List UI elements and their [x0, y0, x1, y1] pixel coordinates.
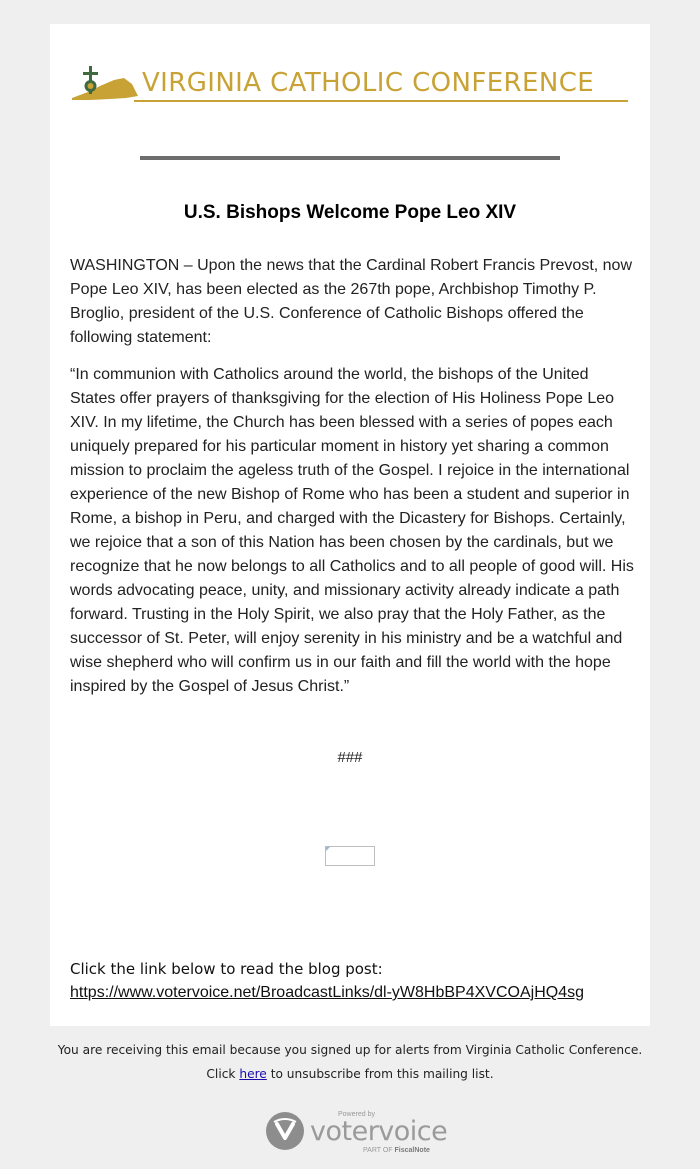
votervoice-wordmark: votervoice	[310, 1116, 448, 1147]
logo-underline	[134, 100, 628, 102]
footer-notice: You are receiving this email because you signed up for alerts from Virginia Catholic Conference.	[57, 1043, 643, 1057]
unsubscribe-prefix: Click	[206, 1067, 236, 1081]
broken-image-icon	[325, 846, 375, 866]
blog-post-link[interactable]: https://www.votervoice.net/BroadcastLinks/dl-yW8HbBP4XVCOAjHQ4sg	[70, 984, 584, 1001]
unsubscribe-link[interactable]: here	[239, 1067, 267, 1081]
unsubscribe-suffix: to unsubscribe from this mailing list.	[270, 1067, 494, 1081]
fiscalnote-label: FiscalNote	[394, 1147, 430, 1154]
email-card	[50, 24, 650, 1026]
footer-unsubscribe	[0, 1067, 700, 1081]
part-of-prefix: PART OF	[363, 1147, 393, 1154]
end-marks: ###	[337, 749, 363, 766]
votervoice-logo[interactable]	[262, 1107, 448, 1157]
virginia-map-icon	[70, 62, 140, 106]
article-title: U.S. Bishops Welcome Pope Leo XIV	[183, 202, 517, 223]
statement-paragraph: “In communion with Catholics around the world, the bishops of the United States offer prayers of thanksgiving for the election of His Holiness Pope Leo XIV. In my lifetime, the Church has been blessed with a series of popes each uniquely prepared for his particular moment in history yet sharing a common mission to proclaim the ageless truth of the Gospel. I rejoice in the international experience of the new Bishop of Rome who has been a student and superior in Rome, a bishop in Peru, and charged with the Dicastery for Bishops. Certainly, we rejoice that a son of this Nation has been chosen by the cardinals, but we recognize that he now belongs to all Catholics and to all people of good will. His words advocating peace, unity, and missionary activity already indicate a path forward. Trusting in the Holy Spirit, we also pray that the Holy Father, as the successor of St. Peter, will enjoy serenity in his ministry and be a watchful and wise shepherd who will confirm us in our faith and fill the world with the hope inspired by the Gospel of Jesus Christ.”	[70, 366, 634, 695]
intro-paragraph: WASHINGTON – Upon the news that the Cardinal Robert Francis Prevost, now Pope Leo XIV, has been elected as the 267th pope, Archbishop Timothy P. Broglio, president of the U.S. Conference of Catholic Bishops offered the following statement:	[70, 257, 633, 346]
powered-by-label: Powered by	[338, 1111, 375, 1118]
conference-logo	[70, 62, 630, 106]
part-of-label	[363, 1147, 430, 1154]
blog-label: Click the link below to read the blog post:	[70, 960, 383, 978]
votervoice-mark-icon	[266, 1112, 304, 1150]
divider	[140, 156, 560, 160]
logo-text: VIRGINIA CATHOLIC CONFERENCE	[142, 68, 595, 98]
